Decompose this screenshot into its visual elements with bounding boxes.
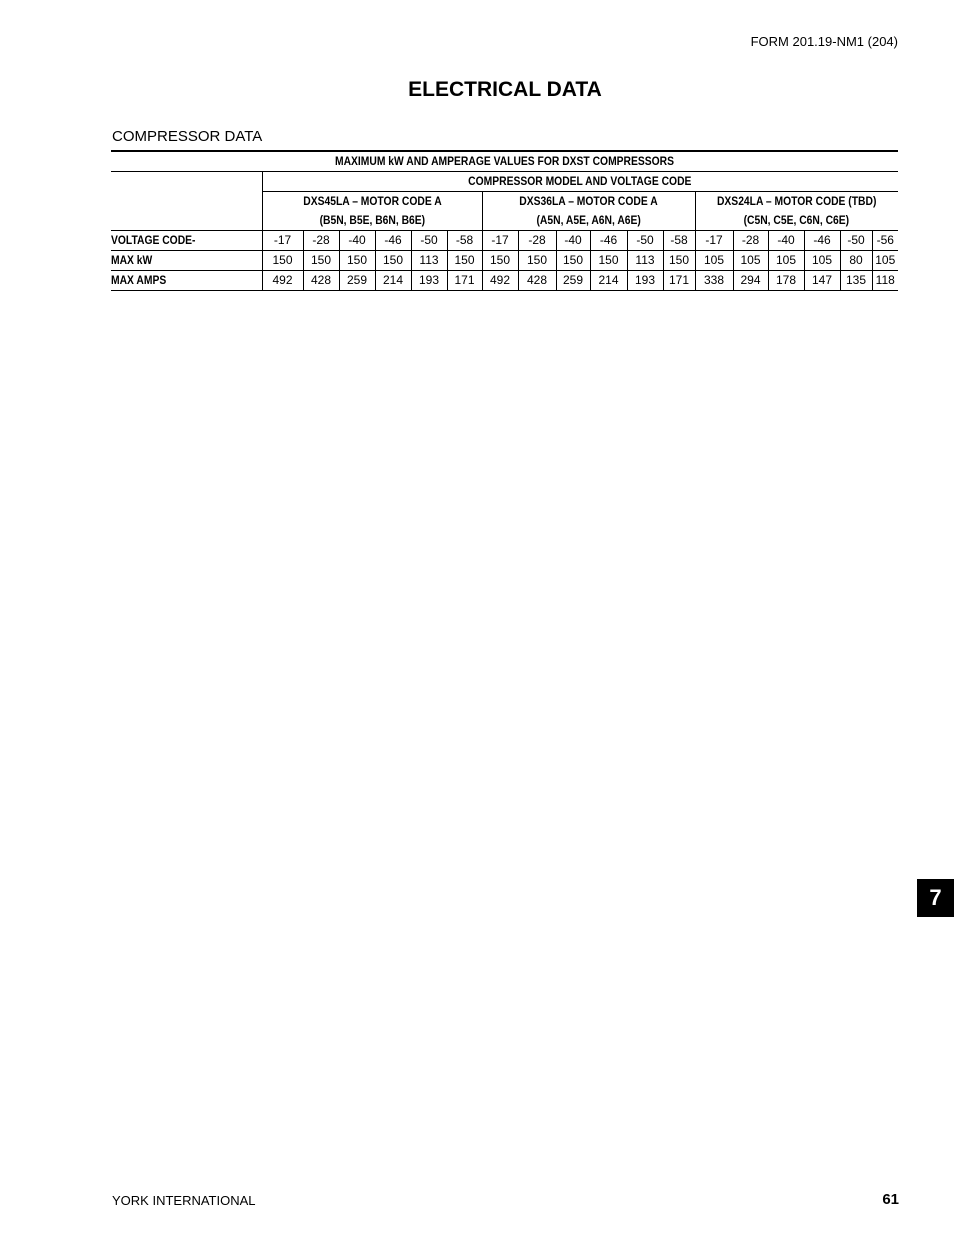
empty-header-cell	[111, 192, 262, 212]
table-cell: -28	[518, 231, 556, 251]
table-cell: -50	[840, 231, 872, 251]
table-cell: 105	[768, 251, 804, 271]
table-cell: 193	[627, 271, 663, 291]
section-heading: COMPRESSOR DATA	[112, 128, 263, 145]
table-cell: 428	[518, 271, 556, 291]
group-header-row	[111, 172, 898, 192]
table-cell: 105	[872, 251, 898, 271]
model-name-row	[111, 192, 898, 212]
page-title: ELECTRICAL DATA	[408, 78, 602, 101]
chapter-tab-marker: 7	[917, 879, 954, 917]
model-name-text: DXS24LA – MOTOR CODE (TBD)	[717, 194, 877, 208]
table-cell: 150	[339, 251, 375, 271]
row-label	[111, 271, 262, 291]
empty-header-cell	[111, 211, 262, 231]
table-cell: 113	[411, 251, 447, 271]
table-cell: -50	[411, 231, 447, 251]
model-codes-row	[111, 211, 898, 231]
table-cell: -46	[804, 231, 840, 251]
model-group-header	[262, 172, 898, 192]
model-codes-dxs24la	[695, 211, 898, 231]
model-codes-text: (B5N, B5E, B6N, B6E)	[319, 213, 425, 227]
table-cell: -46	[590, 231, 627, 251]
model-codes-text: (C5N, C5E, C6N, C6E)	[743, 213, 850, 227]
table-cell: -40	[768, 231, 804, 251]
table-cell: -46	[375, 231, 411, 251]
table-cell: -56	[872, 231, 898, 251]
table-cell: 214	[375, 271, 411, 291]
table-cell: -58	[663, 231, 695, 251]
row-label	[111, 231, 262, 251]
table-cell: 150	[518, 251, 556, 271]
table-cell: 150	[556, 251, 590, 271]
compressor-data-table-wrapper	[111, 150, 897, 291]
model-group-header-text: COMPRESSOR MODEL AND VOLTAGE CODE	[468, 174, 692, 188]
table-cell: 147	[804, 271, 840, 291]
table-cell: -58	[447, 231, 482, 251]
row-label	[111, 251, 262, 271]
model-name-text: DXS45LA – MOTOR CODE A	[302, 194, 442, 208]
table-cell: 150	[447, 251, 482, 271]
table-cell: 150	[482, 251, 518, 271]
row-label-text: VOLTAGE CODE-	[111, 233, 196, 247]
table-cell: -17	[695, 231, 733, 251]
row-label-text: MAX kW	[111, 253, 153, 267]
empty-header-cell	[111, 172, 262, 192]
model-codes-text: (A5N, A5E, A6N, A6E)	[536, 213, 641, 227]
table-cell: -28	[733, 231, 768, 251]
model-codes-dxs45la	[262, 211, 482, 231]
table-cell: 150	[303, 251, 339, 271]
table-cell: -17	[482, 231, 518, 251]
form-number: FORM 201.19-NM1 (204)	[750, 34, 898, 49]
table-cell: 150	[262, 251, 303, 271]
table-cell: 259	[339, 271, 375, 291]
table-cell: 135	[840, 271, 872, 291]
page-number: 61	[882, 1191, 899, 1208]
table-cell: -28	[303, 231, 339, 251]
table-cell: 428	[303, 271, 339, 291]
table-cell: 105	[804, 251, 840, 271]
table-cell: 150	[663, 251, 695, 271]
table-row	[111, 251, 898, 271]
model-codes-dxs36la	[482, 211, 695, 231]
table-cell: 118	[872, 271, 898, 291]
table-cell: 80	[840, 251, 872, 271]
model-name-text: DXS36LA – MOTOR CODE A	[519, 194, 658, 208]
table-caption: MAXIMUM kW AND AMPERAGE VALUES FOR DXST COMPRESSORS	[166, 151, 843, 172]
table-cell: 150	[375, 251, 411, 271]
table-cell: 214	[590, 271, 627, 291]
compressor-data-table	[111, 150, 898, 291]
table-cell: 193	[411, 271, 447, 291]
table-cell: 113	[627, 251, 663, 271]
table-cell: 259	[556, 271, 590, 291]
table-cell: -40	[339, 231, 375, 251]
table-cell: 492	[482, 271, 518, 291]
table-cell: 294	[733, 271, 768, 291]
table-cell: 150	[590, 251, 627, 271]
table-cell: -50	[627, 231, 663, 251]
table-cell: -40	[556, 231, 590, 251]
table-cell: 178	[768, 271, 804, 291]
model-name-dxs24la	[695, 192, 898, 212]
table-cell: 105	[695, 251, 733, 271]
table-caption-row	[111, 151, 898, 172]
model-name-dxs36la	[482, 192, 695, 212]
table-cell: 492	[262, 271, 303, 291]
table-cell: 105	[733, 251, 768, 271]
table-cell: 338	[695, 271, 733, 291]
row-label-text: MAX AMPS	[111, 273, 167, 287]
table-cell: 171	[447, 271, 482, 291]
table-cell: -17	[262, 231, 303, 251]
table-row	[111, 231, 898, 251]
model-name-dxs45la	[262, 192, 482, 212]
footer-company: YORK INTERNATIONAL	[112, 1193, 256, 1208]
table-row	[111, 271, 898, 291]
table-cell: 171	[663, 271, 695, 291]
